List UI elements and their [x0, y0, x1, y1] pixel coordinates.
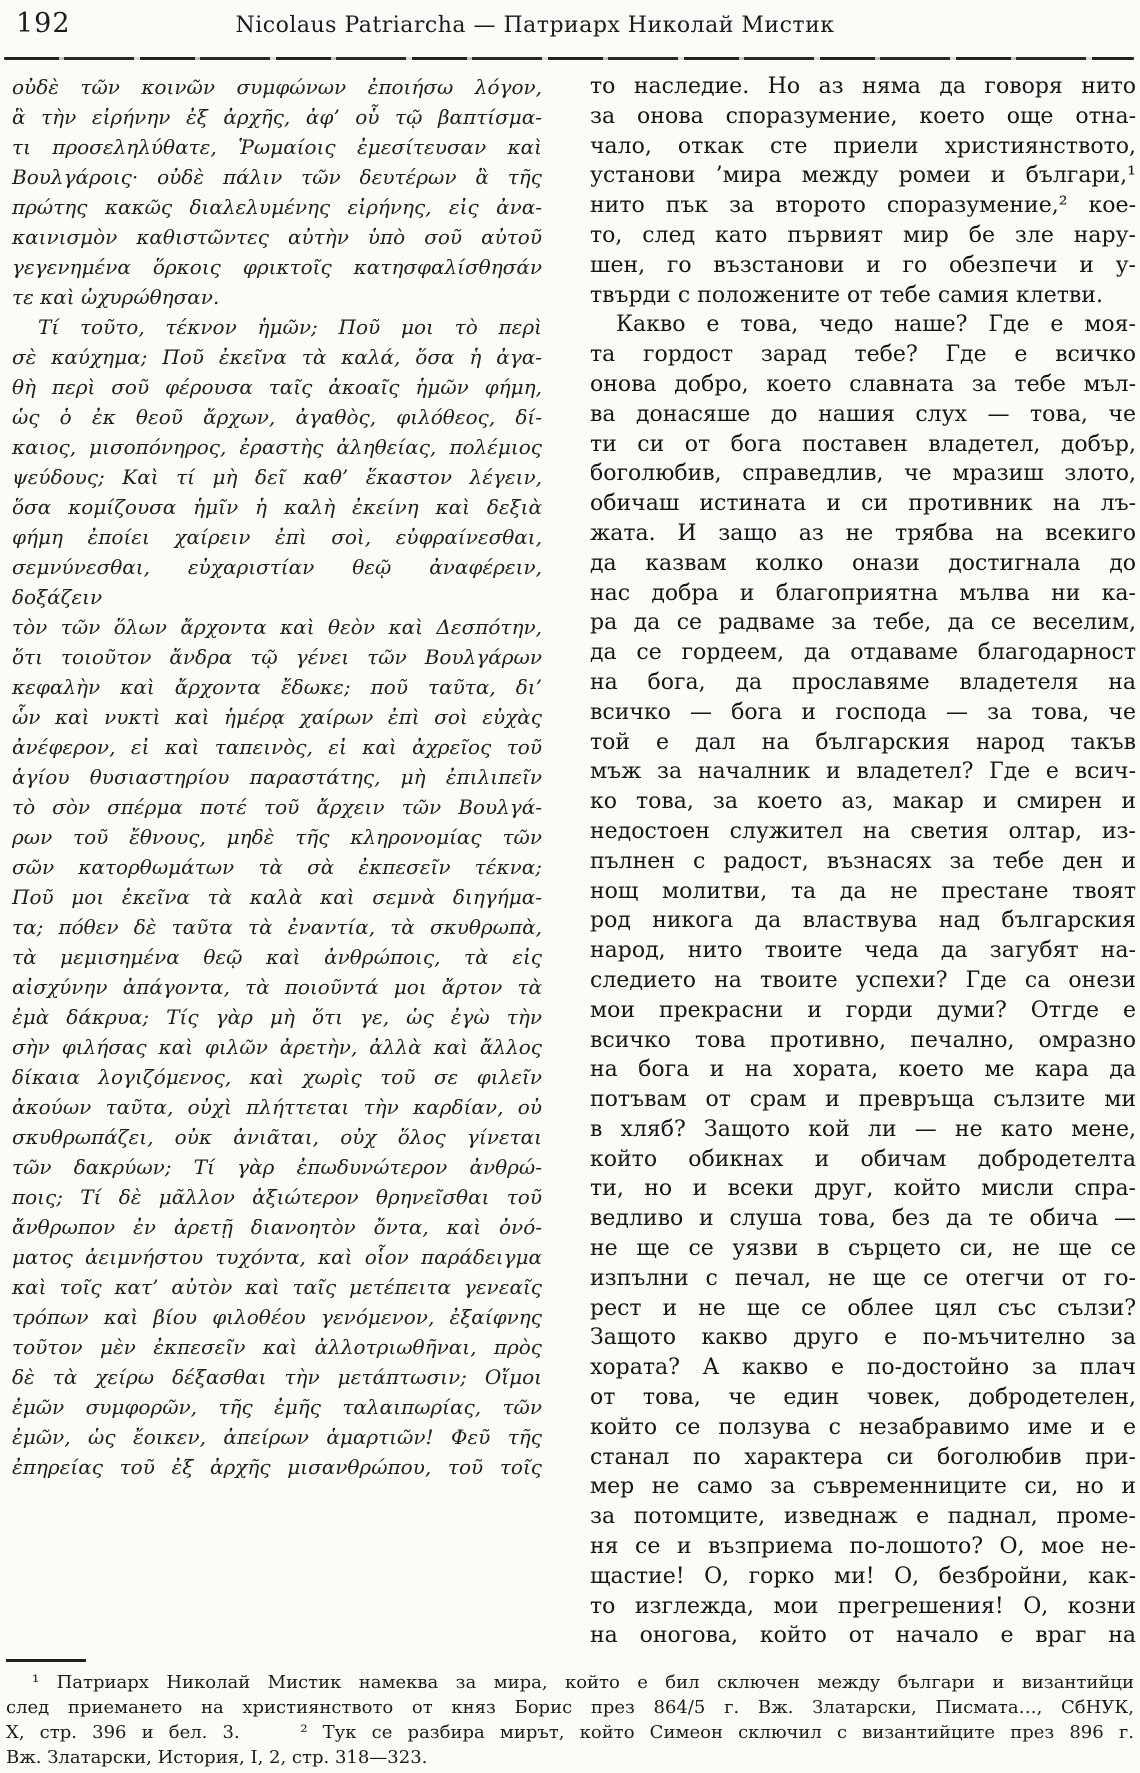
text-line: той е дал на българския народ такъв [590, 729, 1136, 755]
text-line: τὰ μεμισημένα θεῷ καὶ ἀνθρώποις, τὰ εἰς [12, 945, 542, 969]
text-line: ἐμῶν, ὡς ἔοικεν, ἀπείρων ἁμαρτιῶν! Φεῦ τῆς [12, 1425, 542, 1449]
text-line: на бога, да прославяме владетеля на [590, 669, 1136, 695]
text-line: рест и не ще се облее цял със сълзи? [590, 1295, 1136, 1321]
text-line: καινισμὸν καθιστῶντες αὐτὴν ὑπὸ σοῦ αὐτοῦ [12, 225, 542, 249]
text-line: нито пък за второто споразумение,² кое- [590, 193, 1136, 219]
text-line: шен, го възстанови и го обезпечи и у- [590, 252, 1136, 278]
text-line: δὲ τὰ χείρω δέξασθαι τὴν μετάπτωσιν; Οἴμοι [12, 1365, 542, 1389]
text-line: на оногова, който от начало е враг на [590, 1623, 1136, 1649]
text-line: твърди с положените от тебе самия клетви. [590, 282, 1103, 308]
text-line: Ποῦ μοι ἐκεῖνα τὰ καλὰ καὶ σεμνὰ διηγήμα- [12, 885, 542, 909]
text-line: σὴν φιλήσας καὶ φιλῶν ἀρετὴν, ἀλλὰ καὶ ἄλλος [12, 1035, 542, 1059]
page-number: 192 [16, 8, 71, 39]
text-line: да казвам колко онази достигнала до [590, 550, 1136, 576]
text-line: ва донасяше до нашия слух — това, че [590, 401, 1136, 427]
text-line: τὸ σὸν σπέρμα ποτέ τοῦ ἄρχειν τῶν Βουλγά- [12, 795, 542, 819]
text-line: τοῦτον μὲν ἐκπεσεῖν καὶ ἀλλοτριωθῆναι, πρὸς [12, 1335, 542, 1359]
text-line: ψεύδους; Καὶ τί μὴ δεῖ καθ’ ἕκαστον λέγειν, [12, 465, 542, 489]
text-line: ὡς ὁ ἐκ θεοῦ ἄρχων, ἀγαθὸς, φιλόθεος, δί- [12, 405, 542, 429]
text-line: Какво е това, чедо наше? Где е моя- [616, 312, 1136, 338]
text-line: то наследие. Но аз няма да говоря нито [590, 74, 1136, 99]
text-line: който обикнах и обичам добродетелта [590, 1146, 1136, 1172]
text-line: Τί τοῦτο, τέκνον ἡμῶν; Ποῦ μοι τὸ περὶ [38, 315, 542, 339]
text-line: τῶν δακρύων; Τί γὰρ ἐπωδυνώτερον ἀνθρώ- [12, 1155, 542, 1179]
text-line: в хляб? Защото кой ли — не като мене, [590, 1116, 1136, 1142]
text-line: Вж. Златарски, История, I, 2, стр. 318—323. [6, 1747, 428, 1768]
text-line: изпълни с печал, не ще се отегчи от го- [590, 1265, 1136, 1291]
text-line: та гордост зарад тебе? Где е всичко [590, 342, 1136, 368]
text-line: пълнен с радост, възнасях за тебе ден и [590, 848, 1136, 874]
text-line: за потомците, изведнаж е паднал, проме- [590, 1504, 1136, 1530]
text-line: ¹ Патриарх Николай Мистик намеква за мира, който е бил сключен между българи и византийци [32, 1672, 1134, 1693]
text-line: недостоен служител на светия олтар, из- [590, 818, 1136, 844]
text-line: ἀνέφερον, εἰ καὶ ταπεινὸς, εἰ καὶ ἀχρεῖος τοῦ [12, 735, 542, 759]
text-line: ведливо и слуша това, без да те обича — [590, 1206, 1136, 1232]
paragraph [12, 312, 549, 1482]
text-line: всичко това противно, печално, омразно [590, 1027, 1136, 1053]
text-line: ἐμῶν συμφορῶν, τῆς ἐμῆς ταλαιπωρίας, τῶν [12, 1395, 542, 1419]
text-line: нас добра и благоприятна мълва ни ка- [590, 580, 1136, 606]
text-line: ὧν καὶ νυκτὶ καὶ ἡμέρᾳ χαίρων ἐπὶ σοὶ εὐχὰς [12, 705, 542, 729]
text-line: ти, но и всеки друг, който мисли спра- [590, 1176, 1136, 1202]
text-line: на бога и на хората, което ме кара да [590, 1057, 1136, 1083]
paragraph [12, 72, 542, 312]
text-line: онова добро, което славната за тебе мъл- [590, 371, 1136, 397]
text-line: τρόπων καὶ βίου φιλοθέου γενόμενον, ἐξαίφνης [12, 1305, 542, 1329]
text-line: хората? А какво е по-достойно за плач [590, 1355, 1136, 1381]
text-line: αἰσχύνην ἀπάγοντα, τὰ ποιοῦντά μοι ἄρτον τὰ [12, 975, 542, 999]
text-line: станал по характера си боголюбив при- [590, 1444, 1136, 1470]
text-line: τὸν τῶν ὅλων ἄρχοντα καὶ θεὸν καὶ Δεσπότην, [12, 615, 542, 639]
text-line: δίκαια λογιζόμενος, καὶ χωρὶς τοῦ σε φιλεῖν [12, 1065, 542, 1089]
text-line: ἀκούων ταῦτα, οὐχὶ πλήττεται τὴν καρδίαν, οὐ [12, 1095, 542, 1119]
text-line: Защото какво друго е по-мъчително за [590, 1325, 1136, 1351]
paragraph [6, 1670, 1134, 1770]
text-line: боголюбив, справедлив, че мразиш злото, [590, 461, 1136, 487]
text-line: род никога да властвува над българския [590, 908, 1136, 934]
text-line: ти си от бога поставен владетел, добър, [590, 431, 1136, 457]
text-line: τι προσεληλύθατε, Ῥωμαίοις ἐμεσίτευσαν καὶ [12, 135, 542, 159]
text-line: жата. И защо аз не трябва на всекиго [590, 520, 1136, 546]
text-line: φήμη ἐποίει χαίρειν ἐπὶ σοὶ, εὐφραίνεσθαι, [12, 525, 542, 549]
text-line: следието на твоите успехи? Где са онези [590, 967, 1136, 993]
footnote-separator [6, 1659, 86, 1662]
footnotes-block [6, 1670, 1134, 1770]
text-line: мер не само за съвременниците си, но и [590, 1474, 1136, 1500]
text-line: κεφαλὴν καὶ ἄρχοντα ἔδωκε; ποῦ ταῦτα, δι’ [12, 675, 542, 699]
header-rule [4, 57, 1134, 60]
text-line: καιος, μισοπόνηρος, ἐραστὴς ἀληθείας, πολέμιος [12, 435, 542, 459]
text-line: обичаш истината и си противник на лъ- [590, 491, 1136, 517]
text-line: ня се и възприема по-лошото? О, мое не- [590, 1534, 1136, 1560]
text-line: щастие! О, горко ми! О, безбройни, как- [590, 1563, 1136, 1589]
text-line: всичко — бога и господа — за това, че [590, 699, 1136, 725]
text-line: ρων τοῦ ἔθνους, μηδὲ τῆς κληρονομίας τῶν [12, 825, 542, 849]
text-line: от това, че един човек, добродетелен, [590, 1385, 1136, 1411]
text-line: ἐπηρείας τοῦ ἐξ ἀρχῆς μισανθρώπου, τοῦ τοῖς [12, 1455, 542, 1479]
text-line: ὅτι τοιοῦτον ἄνδρα τῷ γένει τῶν Βουλγάρων [12, 645, 542, 669]
text-line: ποις; Τί δὲ μᾶλλον ἀξιώτερον θρηνεῖσθαι τοῦ [12, 1185, 542, 1209]
text-line: установи ’мира между ромеи и българи,¹ [590, 163, 1136, 189]
text-line: ко това, за което аз, макар и смирен и [590, 789, 1136, 815]
text-line: който се ползува с незабравимо име и е [590, 1414, 1136, 1440]
text-line: τα; πόθεν δὲ ταῦτα τὰ ἐναντία, τὰ σκυθρωπὰ, [12, 915, 542, 939]
text-line: γεγενημένα ὅρκοις φρικτοῖς κατησφαλίσθησάν [12, 255, 542, 279]
text-line: καὶ τοῖς κατ’ αὐτὸν καὶ ταῖς μετέπειτα γενεαῖς [12, 1275, 542, 1299]
text-line: мъж за началник и владетел? Где е всич- [590, 759, 1136, 785]
text-line: οὐδὲ τῶν κοινῶν συμφώνων ἐποιήσω λόγον, [12, 75, 542, 99]
text-line: θὴ περὶ σοῦ φέρουσα ταῖς ἀκοαῖς ἡμῶν φήμη, [12, 375, 542, 399]
text-line: чало, откак сте приели християнството, [590, 133, 1136, 159]
text-line: то, след като първият мир бе зле нару- [590, 222, 1136, 248]
text-line: ἄνθρωπον ἐν ἀρετῇ διανοητὸν ὄντα, καὶ ὀνό- [12, 1215, 542, 1239]
text-line: τε καὶ ὠχυρώθησαν. [12, 285, 220, 309]
text-line: σὲ καύχημα; Ποῦ ἐκεῖνα τὰ καλά, ὅσα ἡ ἀγα- [12, 345, 542, 369]
text-line: за онова споразумение, което още отна- [590, 103, 1136, 129]
text-line: ματος ἀειμνήστου τυχόντα, καὶ οἷον παράδειγμα [12, 1245, 542, 1269]
paragraph [590, 310, 1136, 1651]
paragraph [590, 72, 1136, 310]
text-line: народ, нито твоите чеда да загубят на- [590, 938, 1136, 964]
text-line: Βουλγάροις· οὐδὲ πάλιν τῶν δευτέρων ἃ τῆς [12, 165, 542, 189]
text-line: то изглежда, мои прегрешения! О, козни [590, 1593, 1136, 1619]
text-line: X, стр. 396 и бел. 3. ² Тук се разбира мирът, който Симеон сключил с византийците през 896 г. [6, 1722, 1134, 1743]
greek-text-column [12, 72, 549, 1651]
text-line: ἃ τὴν εἰρήνην ἐξ ἀρχῆς, ἀφ’ οὗ τῷ βαπτίσμα- [12, 105, 542, 129]
text-columns [12, 72, 1136, 1651]
text-line: мои прекрасни и горди думи? Отгде е [590, 997, 1136, 1023]
text-line: ἐμὰ δάκρυα; Τίς γὰρ μὴ ὅτι γε, ὡς ἐγὼ τὴν [12, 1005, 542, 1029]
text-line: σκυθρωπάζει, οὐκ ἀνιᾶται, οὐχ ὅλος γίνεται [12, 1125, 542, 1149]
text-line: не ще се уязви в сърцето си, не ще се [590, 1236, 1136, 1262]
bulgarian-text-column [590, 72, 1136, 1651]
text-line: потъвам от срам и превръща сълзите ми [590, 1087, 1136, 1113]
text-line: ὅσα κομίζουσα ἡμῖν ἡ καλὴ ἐκείνη καὶ δεξιὰ [12, 495, 542, 519]
text-line: σεμνύνεσθαι, εὐχαριστίαν θεῷ ἀναφέρειν, δοξάζειν [12, 555, 549, 609]
text-line: πρώτης κακῶς διαλελυμένης εἰρήνης, εἰς ἀνα- [12, 195, 542, 219]
text-line: σῶν κατορθωμάτων τὰ σὰ ἐκπεσεῖν τέκνα; [12, 855, 542, 879]
text-line: ἁγίου θυσιαστηρίου παραστάτης, μὴ ἐπιλιπεῖν [12, 765, 542, 789]
text-line: след приемането на християнството от княз Борис през 864/5 г. Вж. Златарски, Писмата…, СбНУК, [6, 1697, 1134, 1718]
text-line: ра да се радваме за тебе, да се веселим, [590, 610, 1136, 636]
running-header-title: Nicolaus Patriarcha — Патриарх Николай Мистик [235, 13, 835, 38]
text-line: да се гордеем, да отдаваме благодарност [590, 640, 1136, 666]
text-line: нощ молитви, та да не престане твоят [590, 878, 1136, 904]
